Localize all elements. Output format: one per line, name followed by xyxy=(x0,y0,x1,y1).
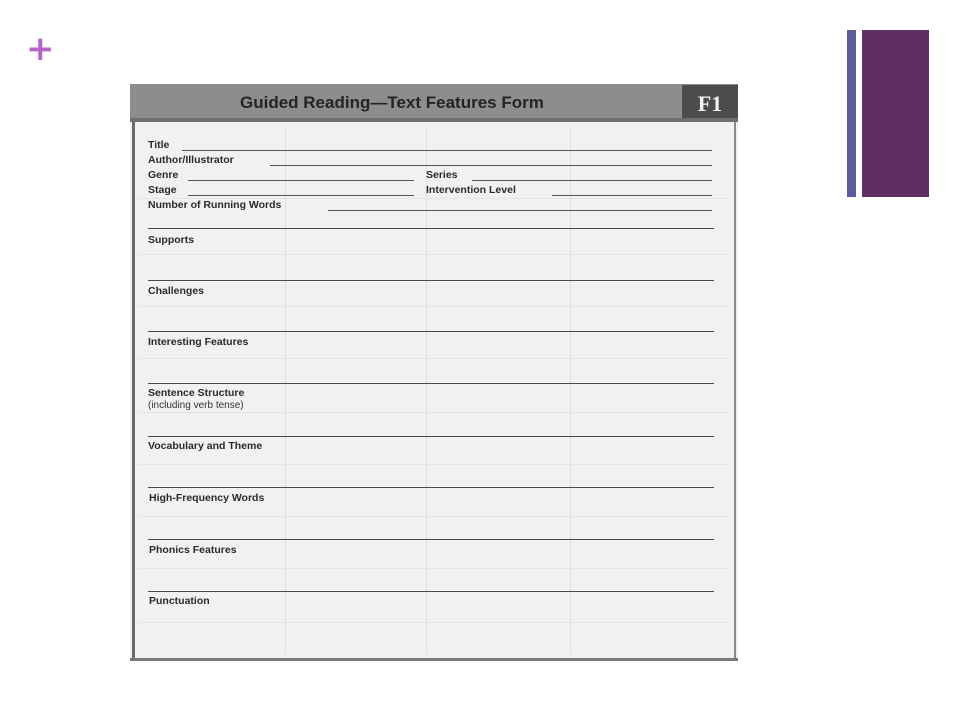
punctuation-label: Punctuation xyxy=(149,595,210,607)
author-field-line xyxy=(270,165,712,166)
series-label: Series xyxy=(426,169,458,181)
interesting-features-label: Interesting Features xyxy=(148,336,249,348)
form-left-border xyxy=(132,122,135,661)
challenges-label: Challenges xyxy=(148,285,205,297)
bleed-grid-line xyxy=(138,516,730,517)
form-code: F1 xyxy=(682,85,738,122)
stage-label: Stage xyxy=(148,184,177,196)
section-divider xyxy=(148,383,714,384)
vocabulary-label: Vocabulary and Theme xyxy=(148,440,263,452)
plus-mark: + xyxy=(26,29,55,69)
bleed-grid-line xyxy=(426,126,427,654)
section-divider xyxy=(148,487,714,488)
bleed-grid-line xyxy=(138,622,730,623)
author-label: Author/Illustrator xyxy=(148,154,234,166)
section-divider xyxy=(148,228,714,229)
genre-label: Genre xyxy=(148,169,179,181)
bleed-grid-line xyxy=(138,254,730,255)
series-field-line xyxy=(472,180,712,181)
bleed-grid-line xyxy=(138,412,730,413)
form-header xyxy=(130,84,738,122)
bleed-grid-line xyxy=(138,306,730,307)
section-divider xyxy=(148,591,714,592)
sentence-structure-label: Sentence Structure xyxy=(148,387,245,399)
section-divider xyxy=(148,436,714,437)
title-label: Title xyxy=(148,139,170,151)
bleed-grid-line xyxy=(285,126,286,654)
intervention-label: Intervention Level xyxy=(426,184,516,196)
supports-label: Supports xyxy=(148,234,195,246)
phonics-label: Phonics Features xyxy=(149,544,237,556)
section-divider xyxy=(148,539,714,540)
bleed-grid-line xyxy=(138,358,730,359)
sentence-structure-note: (including verb tense) xyxy=(148,400,244,411)
section-divider xyxy=(148,280,714,281)
bleed-grid-line xyxy=(570,126,571,654)
running-words-label: Number of Running Words xyxy=(148,199,282,211)
section-divider xyxy=(148,331,714,332)
form-title: Guided Reading—Text Features Form xyxy=(240,93,544,112)
running-words-field-line xyxy=(328,210,712,211)
genre-field-line xyxy=(188,180,414,181)
bleed-grid-line xyxy=(138,464,730,465)
bleed-grid-line xyxy=(138,568,730,569)
accent-bar-wide xyxy=(862,30,929,197)
text-features-form xyxy=(130,84,738,661)
accent-bar-thin xyxy=(847,30,856,197)
title-field-line xyxy=(182,150,712,151)
stage-field-line xyxy=(188,195,414,196)
high-frequency-label: High-Frequency Words xyxy=(149,492,265,504)
form-bottom-border xyxy=(130,658,738,661)
form-right-border xyxy=(734,122,736,661)
intervention-field-line xyxy=(552,195,712,196)
